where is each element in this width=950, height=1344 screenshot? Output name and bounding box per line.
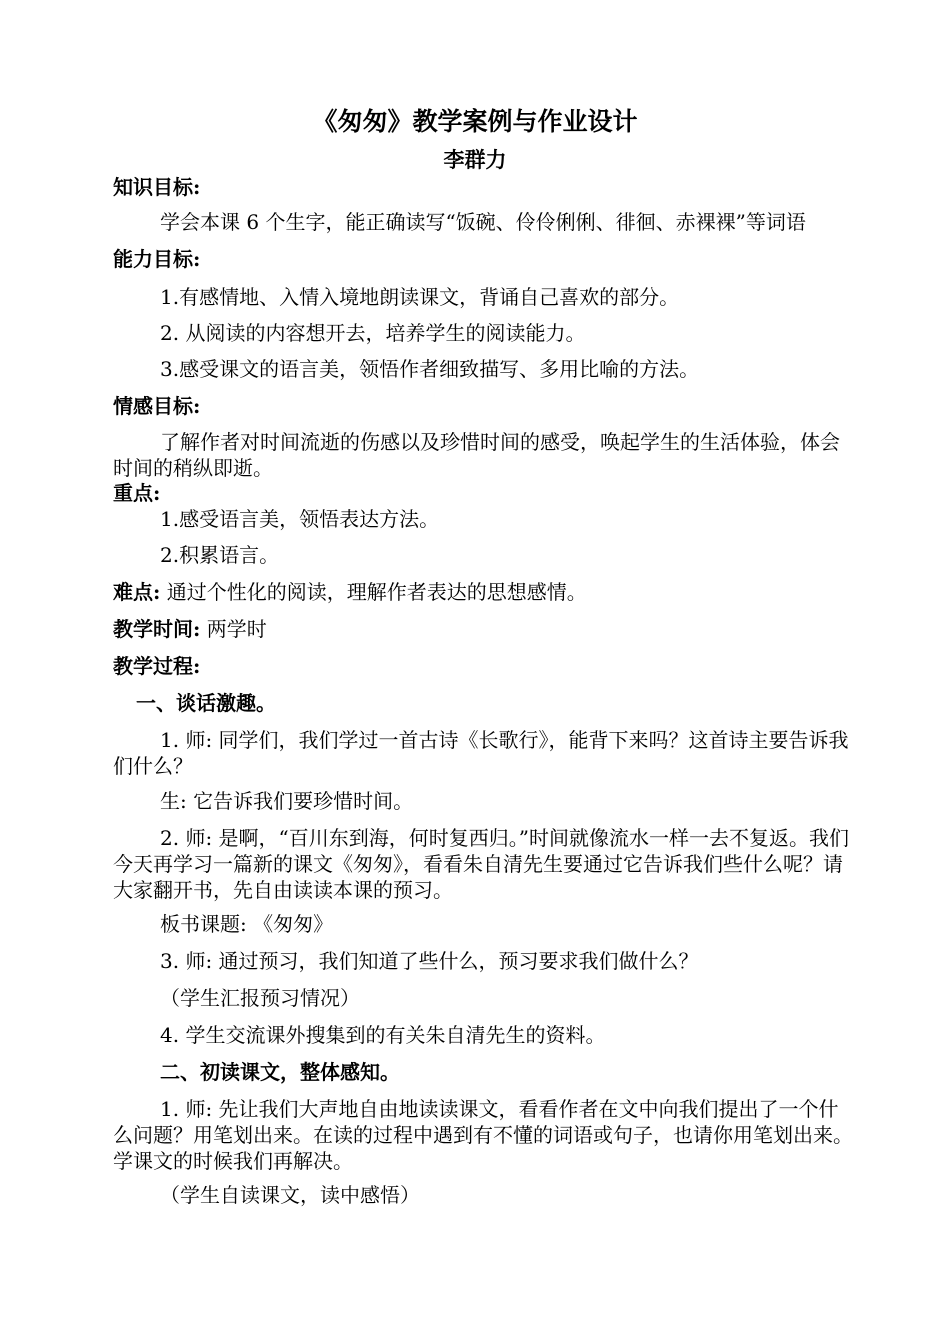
knowledge-heading: 知识目标: (113, 175, 201, 199)
key-points-heading: 重点: (113, 481, 161, 505)
paragraph: （学生汇报预习情况） (160, 986, 360, 1010)
board-title: 板书课题: 《匆匆》 (160, 912, 334, 936)
key-point-item: 2.积累语言。 (160, 543, 280, 567)
paragraph: （学生自读课文，读中感悟） (160, 1183, 420, 1207)
ability-item: 1.有感情地、入情入境地朗读课文，背诵自己喜欢的部分。 (160, 285, 680, 309)
paragraph: 3. 师: 通过预习，我们知道了些什么，预习要求我们做什么？ (160, 949, 699, 973)
difficulty-label: 难点: (113, 580, 161, 604)
difficulty-line (113, 579, 587, 605)
paragraph: 2. 师: 是啊，“百川东到海，何时复西归。”时间就像流水一样一去不复返。我们今天再学习一篇新的课文《匆匆》，看看朱自清先生要通过它告诉我们些什么呢？请大家翻开书，先自由读读本课的预习。 (113, 826, 849, 902)
process-heading: 教学过程: (113, 654, 201, 678)
paragraph: 生: 它告诉我们要珍惜时间。 (160, 789, 414, 813)
paragraph: 4. 学生交流课外搜集到的有关朱自清先生的资料。 (160, 1023, 606, 1047)
section-heading: 二、初读课文，整体感知。 (160, 1060, 400, 1084)
teaching-time-line (113, 616, 267, 642)
emotion-heading: 情感目标: (113, 394, 201, 418)
paragraph: 1. 师: 先让我们大声地自由地读读课文，看看作者在文中向我们提出了一个什么问题？用笔划出来。在读的过程中遇到有不懂的词语或句子，也请你用笔划出来。学课文的时候我们再解决。 (113, 1097, 853, 1173)
author-name: 李群力 (443, 147, 507, 172)
paragraph: 1. 师: 同学们，我们学过一首古诗《长歌行》，能背下来吗？这首诗主要告诉我们什么？ (113, 728, 849, 778)
ability-item: 3.感受课文的语言美，领悟作者细致描写、多用比喻的方法。 (160, 357, 700, 381)
knowledge-text: 学会本课 6 个生字，能正确读写“饭碗、伶伶俐俐、徘徊、赤裸裸”等词语 (160, 210, 806, 234)
ability-heading: 能力目标: (113, 247, 201, 271)
document-title: 《匆匆》教学案例与作业设计 (312, 107, 638, 136)
emotion-text: 了解作者对时间流逝的伤感以及珍惜时间的感受，唤起学生的生活体验，体会时间的稍纵即逝。 (113, 430, 840, 480)
teaching-time-label: 教学时间: (113, 617, 201, 641)
section-heading: 一、谈话激趣。 (136, 691, 276, 715)
difficulty-text: 通过个性化的阅读，理解作者表达的思想感情。 (160, 580, 587, 604)
key-point-item: 1.感受语言美，领悟表达方法。 (160, 507, 440, 531)
ability-item: 2. 从阅读的内容想开去，培养学生的阅读能力。 (160, 321, 586, 345)
teaching-time-text: 两学时 (200, 617, 267, 641)
